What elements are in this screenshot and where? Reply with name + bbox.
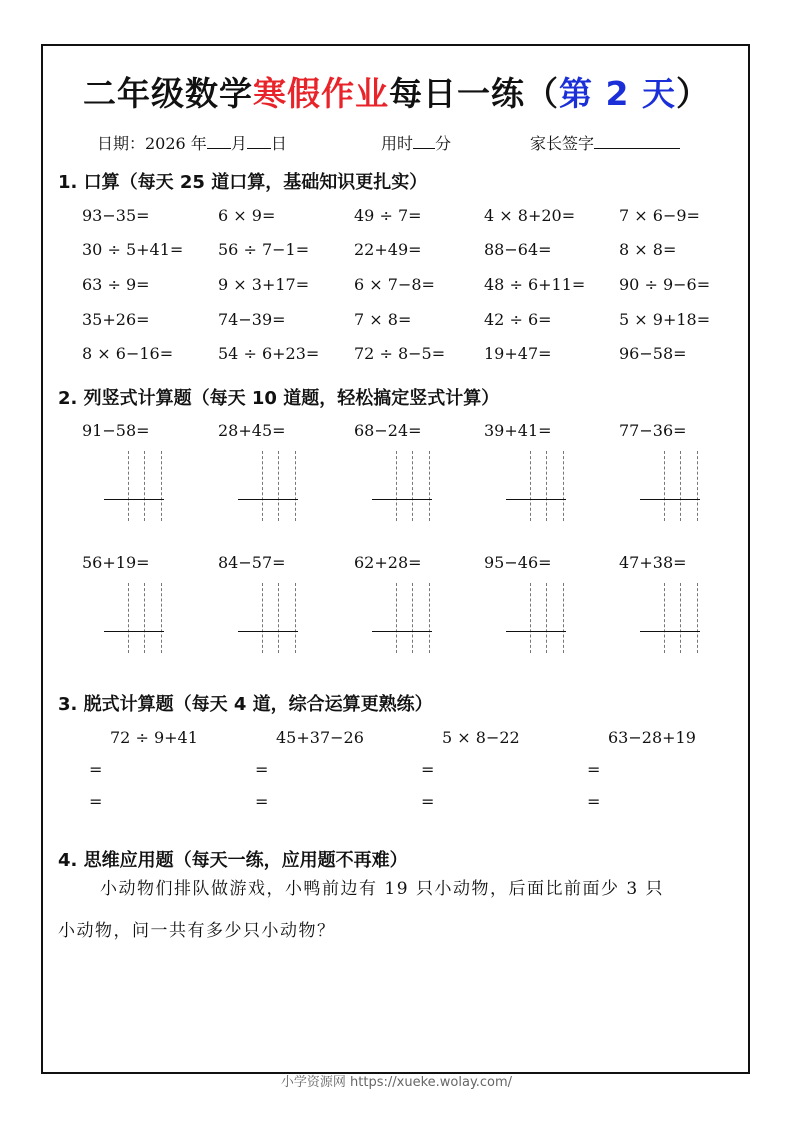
oral-problem: 7 × 6−9= [619,206,700,225]
title-part-5: ） [675,74,710,113]
oral-problem: 8 × 8= [619,240,677,259]
answer-line [640,631,700,632]
vertical-work-area [506,583,576,653]
column-guide [546,583,547,653]
stepwise-problem: 72 ÷ 9+41 [110,728,198,747]
equals-sign: = [421,792,435,811]
oral-problem: 42 ÷ 6= [484,310,552,329]
column-guide [664,583,665,653]
equals-sign: = [587,792,601,811]
month-blank [207,134,231,149]
oral-problem: 49 ÷ 7= [354,206,422,225]
vertical-problem: 62+28= [354,553,422,572]
oral-problem: 72 ÷ 8−5= [354,344,446,363]
column-guide [128,451,129,521]
vertical-problem: 91−58= [82,421,150,440]
column-guide [262,451,263,521]
oral-problem: 74−39= [218,310,286,329]
column-guide [161,451,162,521]
equals-sign: = [255,760,269,779]
word-problem-line-1: 小动物们排队做游戏，小鸭前边有 19 只小动物，后面比前面少 3 只 [100,879,665,899]
vertical-work-area [506,451,576,521]
vertical-work-area [640,451,710,521]
column-guide [563,451,564,521]
oral-problem: 56 ÷ 7−1= [218,240,310,259]
page-title [0,68,793,115]
oral-problem: 22+49= [354,240,422,259]
oral-problem: 96−58= [619,344,687,363]
date-line [97,131,287,154]
oral-problem: 30 ÷ 5+41= [82,240,184,259]
day-blank [247,134,271,149]
column-guide [680,583,681,653]
vertical-work-area [238,451,308,521]
column-guide [278,583,279,653]
section-4-heading: 4. 思维应用题（每天一练，应用题不再难） [58,850,408,871]
answer-line [506,499,566,500]
column-guide [161,583,162,653]
day-label: 日 [270,134,287,153]
column-guide [429,451,430,521]
vertical-work-area [238,583,308,653]
column-guide [412,451,413,521]
sign-line [530,131,680,154]
answer-line [372,631,432,632]
oral-problem: 5 × 9+18= [619,310,711,329]
column-guide [144,583,145,653]
vertical-work-area [372,583,442,653]
time-blank [413,134,435,149]
column-guide [262,583,263,653]
footer-source: 小学资源网 https://xueke.wolay.com/ [280,1075,513,1090]
title-day: 第 2 天 [559,74,676,113]
oral-problem: 19+47= [484,344,552,363]
oral-problem: 93−35= [82,206,150,225]
stepwise-problem: 45+37−26 [276,728,364,747]
oral-problem: 90 ÷ 9−6= [619,275,711,294]
word-problem-line-2: 小动物，问一共有多少只小动物？ [58,921,336,941]
equals-sign: = [421,760,435,779]
column-guide [412,583,413,653]
section-3-heading: 3. 脱式计算题（每天 4 道，综合运算更熟练） [58,694,433,715]
column-guide [144,451,145,521]
column-guide [396,583,397,653]
equals-sign: = [587,760,601,779]
section-2-heading: 2. 列竖式计算题（每天 10 道题，轻松搞定竖式计算） [58,388,500,409]
sign-blank [594,134,680,149]
time-line [381,131,451,154]
equals-sign: = [255,792,269,811]
column-guide [295,583,296,653]
month-label: 月 [230,134,247,153]
column-guide [697,451,698,521]
minute-label: 分 [435,134,452,153]
stepwise-problem: 63−28+19 [608,728,696,747]
vertical-work-area [104,583,174,653]
vertical-problem: 68−24= [354,421,422,440]
oral-problem: 7 × 8= [354,310,412,329]
oral-problem: 35+26= [82,310,150,329]
column-guide [128,583,129,653]
oral-problem: 8 × 6−16= [82,344,174,363]
time-label: 用时 [381,134,414,153]
vertical-problem: 47+38= [619,553,687,572]
answer-line [238,631,298,632]
vertical-problem: 84−57= [218,553,286,572]
column-guide [530,451,531,521]
oral-problem: 88−64= [484,240,552,259]
column-guide [664,451,665,521]
vertical-work-area [372,451,442,521]
vertical-work-area [640,583,710,653]
answer-line [104,499,164,500]
date-label: 日期：2026 年 [97,134,207,153]
vertical-work-area [104,451,174,521]
oral-problem: 54 ÷ 6+23= [218,344,320,363]
title-part-3: 每日一练（ [389,74,560,113]
vertical-problem: 28+45= [218,421,286,440]
column-guide [278,451,279,521]
answer-line [640,499,700,500]
answer-line [372,499,432,500]
stepwise-problem: 5 × 8−22 [442,728,520,747]
column-guide [530,583,531,653]
column-guide [396,451,397,521]
vertical-problem: 56+19= [82,553,150,572]
answer-line [506,631,566,632]
column-guide [680,451,681,521]
oral-problem: 4 × 8+20= [484,206,576,225]
oral-problem: 6 × 9= [218,206,276,225]
title-part-highlight: 寒假作业 [253,74,390,113]
vertical-problem: 95−46= [484,553,552,572]
column-guide [546,451,547,521]
oral-problem: 48 ÷ 6+11= [484,275,586,294]
title-part-1: 二年级数学 [83,74,254,113]
answer-line [238,499,298,500]
vertical-problem: 39+41= [484,421,552,440]
equals-sign: = [89,760,103,779]
oral-problem: 63 ÷ 9= [82,275,150,294]
column-guide [697,583,698,653]
column-guide [429,583,430,653]
column-guide [295,451,296,521]
oral-problem: 6 × 7−8= [354,275,435,294]
equals-sign: = [89,792,103,811]
sign-label: 家长签字 [530,134,595,153]
column-guide [563,583,564,653]
oral-problem: 9 × 3+17= [218,275,310,294]
section-1-heading: 1. 口算（每天 25 道口算，基础知识更扎实） [58,172,428,193]
answer-line [104,631,164,632]
vertical-problem: 77−36= [619,421,687,440]
